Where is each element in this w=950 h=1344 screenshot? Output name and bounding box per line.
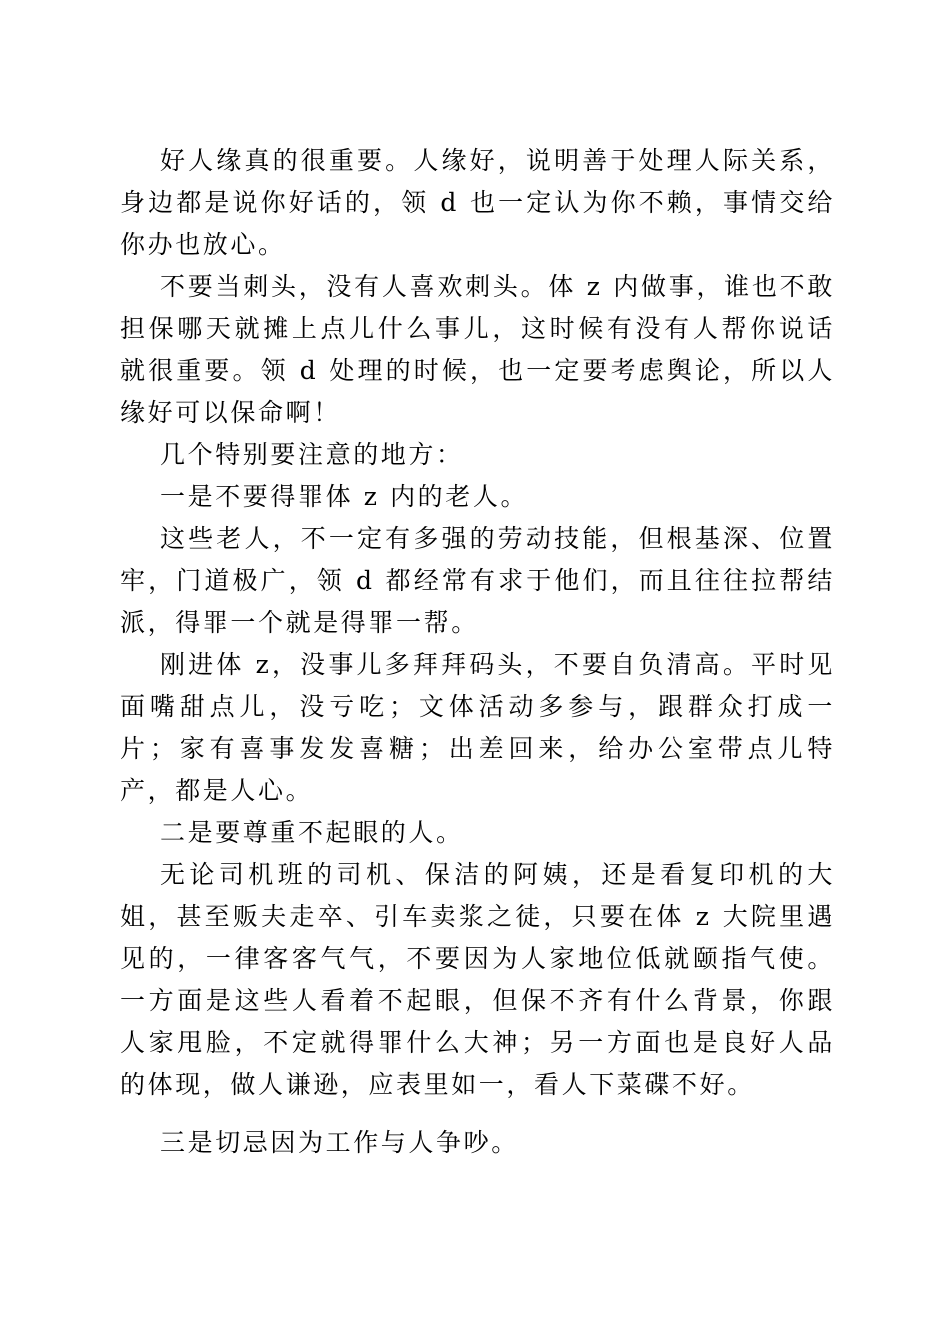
paragraph-good-relations: 好人缘真的很重要。人缘好，说明善于处理人际关系，身边都是说你好话的，领 d 也一定认为你不赖，事情交给你办也放心。	[120, 146, 835, 259]
paragraph-notes-intro: 几个特别要注意的地方：	[160, 440, 464, 469]
document-body	[120, 140, 835, 1164]
paragraph-not-troublemaker: 不要当刺头，没有人喜欢刺头。体 z 内做事，谁也不敢担保哪天就摊上点儿什么事儿，这时候有没有人帮你说话就很重要。领 d 处理的时候，也一定要考虑舆论，所以人缘好可以保命啊！	[120, 272, 835, 427]
heading-point-three: 三是切忌因为工作与人争吵。	[160, 1128, 519, 1157]
paragraph-respect-everyone: 无论司机班的司机、保洁的阿姨，还是看复印机的大姐，甚至贩夫走卒、引车卖浆之徒，只要在体 z 大院里遇见的，一律客客气气，不要因为人家地位低就颐指气使。一方面是这些人看着不起眼，但保不齐有什么背景，你跟人家甩脸，不定就得罪什么大神；另一方面也是良好人品的体现，做人谦逊，应表里如一，看人下菜碟不好。	[120, 860, 835, 1099]
heading-point-one: 一是不要得罪体 z 内的老人。	[160, 482, 529, 511]
heading-point-two: 二是要尊重不起眼的人。	[160, 818, 464, 847]
paragraph-new-arrival: 刚进体 z，没事儿多拜拜码头，不要自负清高。平时见面嘴甜点儿，没亏吃；文体活动多参与，跟群众打成一片；家有喜事发发喜糖；出差回来，给办公室带点儿特产，都是人心。	[120, 650, 835, 805]
paragraph-veterans: 这些老人，不一定有多强的劳动技能，但根基深、位置牢，门道极广，领 d 都经常有求于他们，而且往往拉帮结派，得罪一个就是得罪一帮。	[120, 524, 835, 637]
